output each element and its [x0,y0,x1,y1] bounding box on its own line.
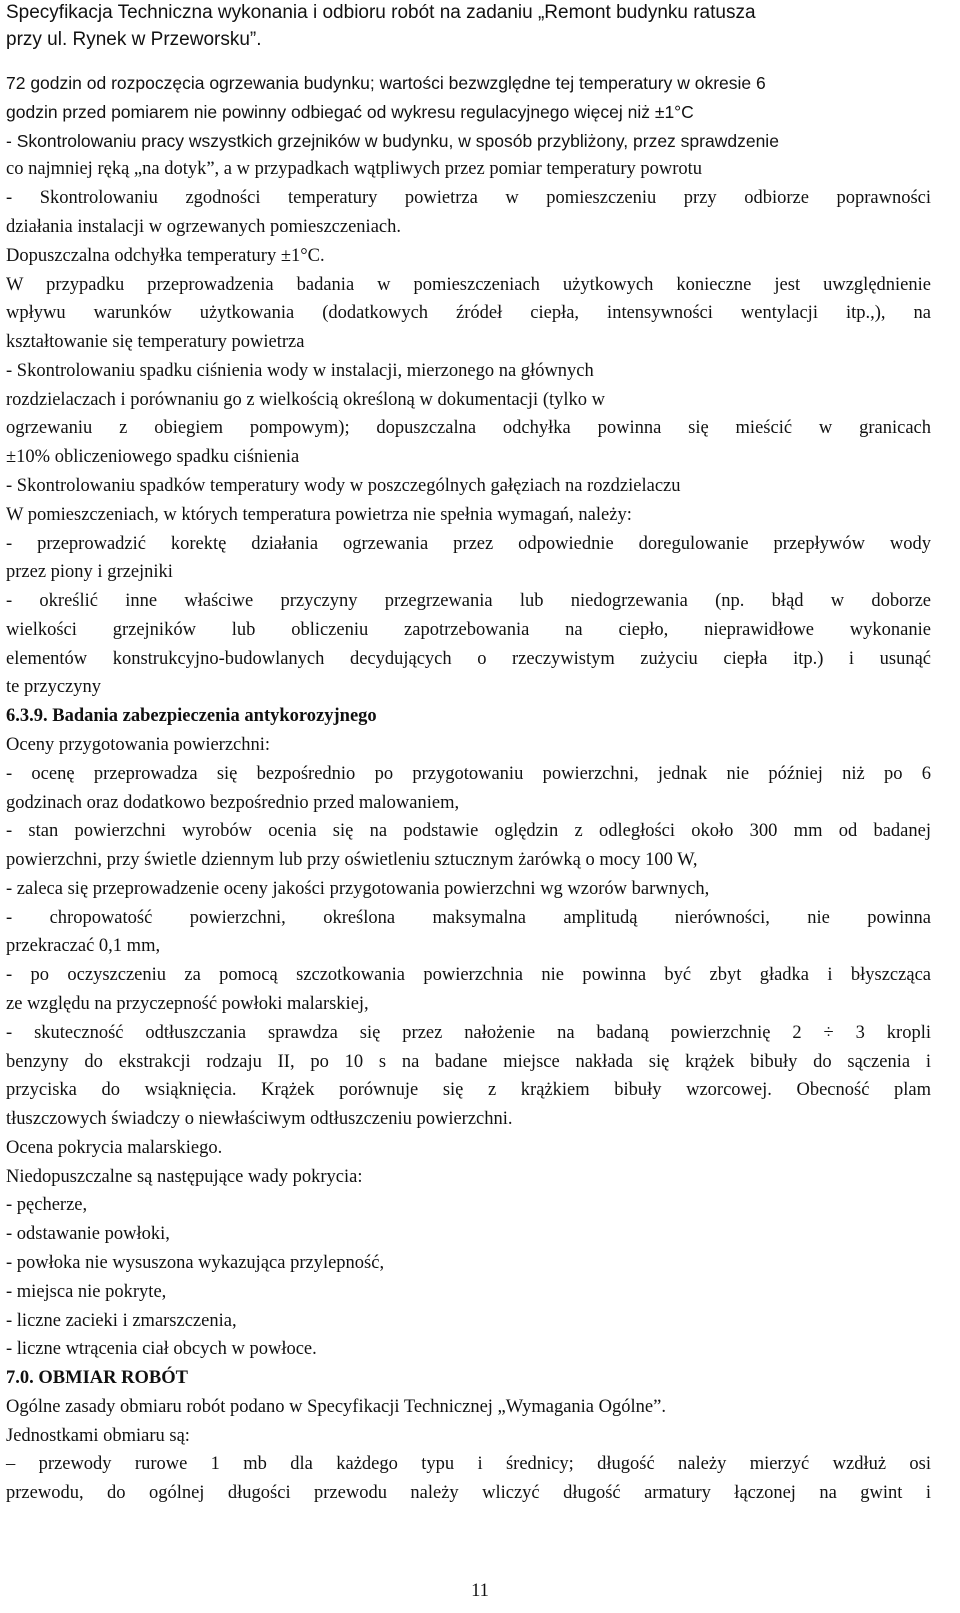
text-line: wpływu warunków użytkowania (dodatkowych źródeł ciepła, intensywności wentylacji itp.,), na [6,303,931,324]
text-line: Oceny przygotowania powierzchni: [6,734,271,755]
text-line: - ocenę przeprowadza się bezpośrednio po przygotowaniu powierzchni, jednak nie później niż po 6 [6,763,931,784]
text-line: powierzchni, przy świetle dziennym lub przy oświetleniu sztucznym żarówką o mocy 100 W, [6,850,698,871]
text-line: - przeprowadzić korektę działania ogrzewania przez odpowiednie doregulowanie przepływów wody [6,533,931,554]
text-line: - liczne wtrącenia ciał obcych w powłoce. [6,1339,317,1360]
text-line: przewodu, do ogólnej długości przewodu należy wliczyć długość armatury łączonej na gwint i [6,1483,931,1504]
text-line: - stan powierzchni wyrobów ocenia się na podstawie oględzin z odległości około 300 mm od badanej [6,821,931,842]
text-line: przyciska do wsiąknięcia. Krążek porównuje się z krążkiem bibuły wzorcowej. Obecność plam [6,1080,931,1101]
text-line: 72 godzin od rozpoczęcia ogrzewania budynku; wartości bezwzględne tej temperatury w okresie 6 [6,73,766,93]
text-line: W pomieszczeniach, w których temperatura powietrza nie spełnia wymagań, należy: [6,504,632,525]
text-line: - zaleca się przeprowadzenie oceny jakości przygotowania powierzchni wg wzorów barwnych, [6,878,710,899]
text-line: – przewody rurowe 1 mb dla każdego typu i średnicy; długość należy mierzyć wzdłuż osi [6,1454,931,1475]
text-line: kształtowanie się temperatury powietrza [6,332,305,352]
text-line: - Skontrolowaniu pracy wszystkich grzejników w budynku, w sposób przybliżony, przez sprawdzenie [6,130,779,151]
text-line: przez piony i grzejniki [6,562,173,583]
text-line: Ogólne zasady obmiaru robót podano w Specyfikacji Technicznej „Wymagania Ogólne”. [6,1396,666,1417]
text-line: - określić inne właściwe przyczyny przegrzewania lub niedogrzewania (np. błąd w doborze [6,591,931,611]
page-number: 11 [471,1581,489,1601]
text-line: rozdzielaczach i porównaniu go z wielkością określoną w dokumentacji (tylko w [6,389,605,410]
text-line: przekraczać 0,1 mm, [6,936,161,957]
text-line: godzinach oraz dodatkowo bezpośrednio przed malowaniem, [6,792,460,813]
text-line: - Skontrolowaniu spadku ciśnienia wody w instalacji, mierzonego na głównych [6,360,594,381]
text-line: Jednostkami obmiaru są: [6,1425,190,1446]
text-line: Ocena pokrycia malarskiego. [6,1137,223,1158]
text-line: co najmniej ręką „na dotyk”, a w przypadkach wątpliwych przez pomiar temperatury powrotu [6,159,703,180]
text-line: tłuszczowych świadczy o niewłaściwym odtłuszczeniu powierzchni. [6,1109,513,1130]
text-line: W przypadku przeprowadzenia badania w pomieszczeniach użytkowych konieczne jest uwzględnienie [6,274,931,295]
text-line: benzyny do ekstrakcji rodzaju II, po 10 s na badane miejsce nakłada się krążek bibuły do sączenia i [6,1051,931,1072]
text-line: - miejsca nie pokryte, [6,1281,167,1302]
text-line: ±10% obliczeniowego spadku ciśnienia [6,447,300,468]
text-line: - odstawanie powłoki, [6,1224,170,1245]
text-line: elementów konstrukcyjno-budowlanych decydujących o rzeczywistym zużyciu ciepła itp.) i usunąć [6,648,931,669]
document-header-line-1: Specyfikacja Techniczna wykonania i odbioru robót na zadaniu „Remont budynku ratusza [6,2,756,23]
section-heading: 6.3.9. Badania zabezpieczenia antykorozyjnego [6,706,377,727]
text-line: ze względu na przyczepność powłoki malarskiej, [6,994,369,1014]
text-line: - pęcherze, [6,1195,88,1216]
text-line: działania instalacji w ogrzewanych pomieszczeniach. [6,216,401,237]
text-line: wielkości grzejników lub obliczeniu zapotrzebowania na ciepło, nieprawidłowe wykonanie [6,619,931,640]
text-line: - Skontrolowaniu zgodności temperatury powietrza w pomieszczeniu przy odbiorze poprawności [6,188,931,209]
document-header-line-2: przy ul. Rynek w Przeworsku”. [6,29,262,50]
text-line: godzin przed pomiarem nie powinny odbiegać od wykresu regulacyjnego więcej niż ±1°C [6,101,694,122]
text-line: - Skontrolowaniu spadków temperatury wody w poszczególnych gałęziach na rozdzielaczu [6,475,681,496]
text-line: - powłoka nie wysuszona wykazująca przylepność, [6,1253,385,1273]
text-line: Niedopuszczalne są następujące wady pokrycia: [6,1166,363,1187]
text-line: te przyczyny [6,677,102,698]
text-line: ogrzewaniu z obiegiem pompowym); dopuszczalna odchyłka powinna się mieścić w granicach [6,418,931,439]
text-line: - chropowatość powierzchni, określona maksymalna amplitudą nierówności, nie powinna [6,907,931,928]
section-heading: 7.0. OBMIAR ROBÓT [6,1368,188,1389]
text-line: - skuteczność odtłuszczania sprawdza się przez nałożenie na badaną powierzchnię 2 ÷ 3 kropli [6,1022,931,1043]
text-line: - po oczyszczeniu za pomocą szczotkowania powierzchnia nie powinna być zbyt gładka i błyszcząca [6,965,931,986]
text-line: Dopuszczalna odchyłka temperatury ±1°C. [6,245,325,266]
text-line: - liczne zacieki i zmarszczenia, [6,1310,237,1331]
